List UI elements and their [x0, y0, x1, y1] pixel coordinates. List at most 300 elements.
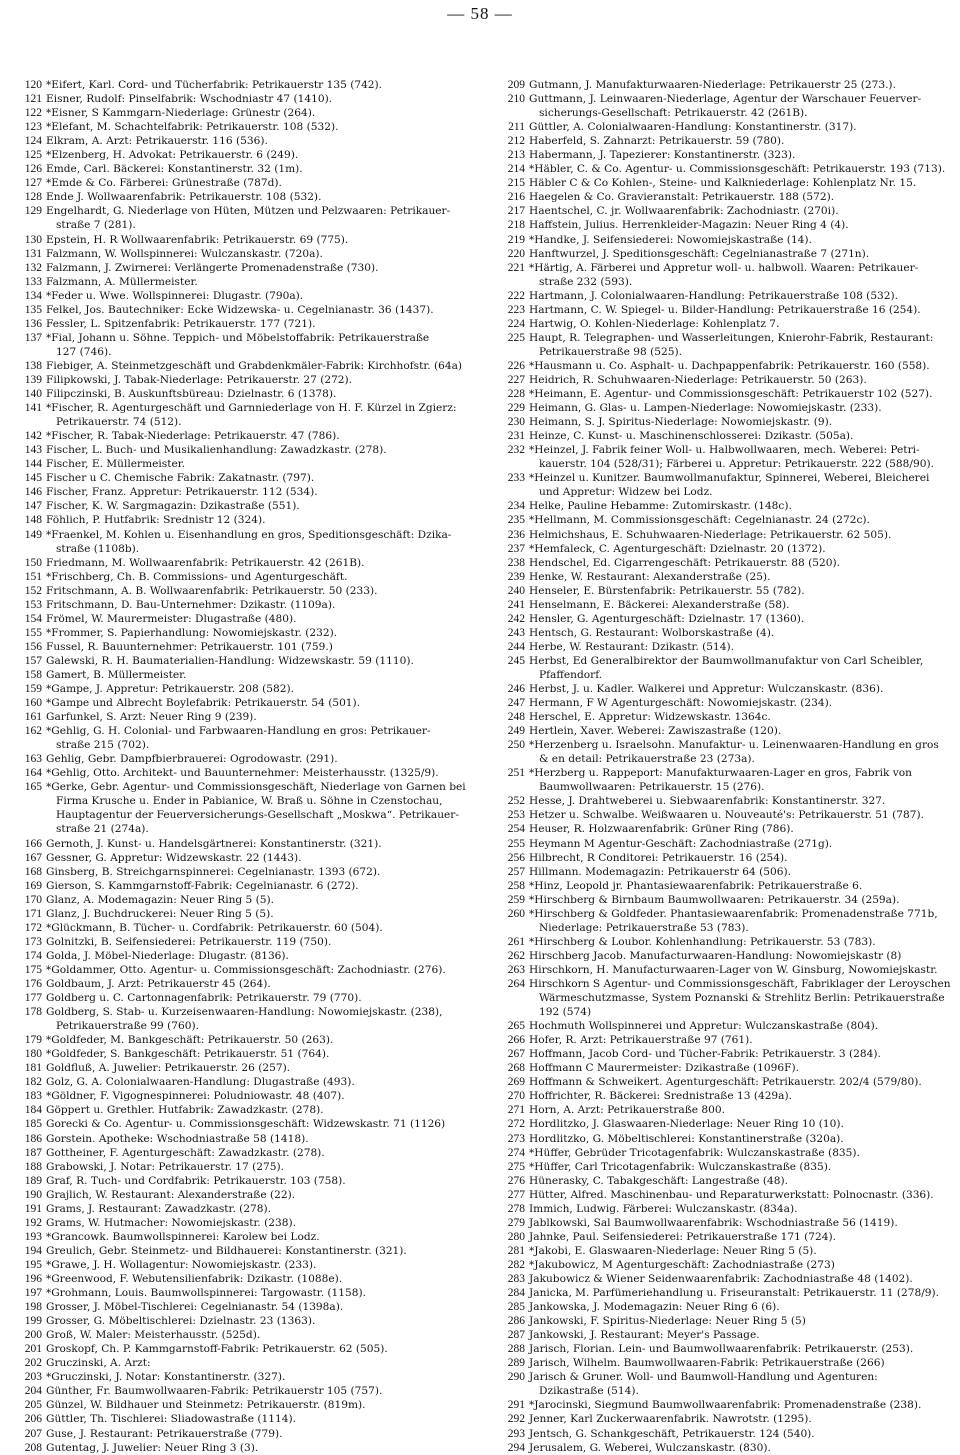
entry-text: Gutmann, J. Manufakturwaaren-Niederlage: Petrikauerstr 25 (273.). [529, 79, 896, 91]
directory-entry [14, 471, 452, 485]
directory-entry [14, 640, 452, 654]
entry-text: *Grohmann, Louis. Baumwollspinnerei: Targowastr. (1158). [46, 1287, 367, 1300]
directory-entry [497, 120, 935, 134]
entry-text: *Hausmann u. Co. Asphalt- u. Dachpappenfabrik: Petrikauerstr. 160 (558). [529, 359, 930, 372]
entry-number: 225 [507, 331, 525, 344]
entry-text: Glanz, J. Buchdruckerei: Neuer Ring 5 (5). [46, 907, 274, 920]
entry-number: 166 [24, 837, 42, 850]
entry-text: Hirschkorn S Agentur- und Commissionsgeschäft, Fabriklager der Leroyschen [529, 978, 951, 990]
directory-entry [14, 499, 452, 513]
directory-entry [497, 977, 951, 991]
entry-text: Epstein, H. R Wollwaarenfabrik: Petrikauerstr. 69 (775). [46, 233, 349, 246]
entry-number: 164 [24, 767, 42, 780]
directory-entry [497, 1061, 935, 1075]
entry-text: Helke, Pauline Hebamme: Zutomirskastr. (148c). [529, 500, 792, 513]
directory-entry [14, 710, 452, 724]
entry-text: Grabowski, J. Notar: Petrikauerstr. 17 (275). [46, 1160, 284, 1173]
entry-number: 187 [24, 1146, 42, 1159]
entry-text: Filipczinski, B. Auskunftsbüreau: Dzielnastr. 6 (1378). [46, 388, 337, 401]
entry-number: 238 [507, 556, 525, 569]
entry-number: 268 [507, 1062, 525, 1075]
entry-text: *Glückmann, B. Tücher- u. Cordfabrik: Petrikauerstr. 60 (504). [46, 921, 383, 934]
entry-text: Hochmuth Wollspinnerei und Appretur: Wulczanskastraße (804). [529, 1020, 879, 1033]
entry-text: *Eifert, Karl. Cord- und Tücherfabrik: Petrikauerstr 135 (742). [46, 79, 383, 91]
directory-entry [14, 837, 452, 851]
entry-number: 156 [24, 640, 42, 653]
entry-number: 234 [507, 500, 525, 513]
entry-text: Fischer u C. Chemische Fabrik: Zakatnastr. (797). [46, 472, 315, 485]
entry-number: 212 [507, 135, 525, 148]
entry-text: Petrikauerstraße 98 (525). [539, 345, 683, 358]
entry-number: 279 [507, 1216, 525, 1229]
entry-text: Heinze, C. Kunst- u. Maschinenschlosserei: Dzikastr. (505a). [529, 430, 854, 443]
entry-number: 183 [24, 1090, 42, 1103]
directory-entry [14, 612, 452, 626]
directory-entry-continuation [14, 794, 452, 808]
entry-text: Goldberg, S. Stab- u. Kurzeisenwaaren-Handlung: Nowomiejskastr. (238), [46, 1006, 443, 1019]
directory-entry [14, 1075, 452, 1089]
entry-number: 195 [24, 1258, 42, 1271]
entry-text: Dzikastraße (514). [539, 1385, 639, 1398]
entry-text: Fessler, L. Spitzenfabrik: Petrikauerstr. 177 (721). [46, 317, 316, 330]
directory-entry [497, 865, 935, 879]
directory-entry [14, 443, 452, 457]
entry-text: Hartmann, C. W. Spiegel- u. Bilder-Handlung: Petrikauerstraße 16 (254). [529, 303, 921, 316]
directory-entry [497, 654, 935, 668]
entry-number: 252 [507, 795, 525, 808]
directory-entry-continuation [497, 485, 935, 499]
entry-number: 148 [24, 514, 42, 527]
entry-text: Grams, J. Restaurant: Zawadzkastr. (278). [46, 1202, 272, 1215]
entry-text: Gernoth, J. Kunst- u. Handelsgärtnerei: Konstantinerstr. (321). [46, 837, 382, 850]
entry-text: Golz, G. A. Colonialwaaren-Handlung: Dlugastraße (493). [46, 1076, 355, 1089]
entry-number: 136 [24, 317, 42, 330]
directory-entry [14, 120, 452, 134]
page-number: — 58 — [447, 4, 513, 23]
entry-text: Glanz, A. Modemagazin: Neuer Ring 5 (5). [46, 893, 275, 906]
entry-text: Henke, W. Restaurant: Alexanderstraße (25). [529, 570, 771, 583]
entry-number: 177 [24, 992, 42, 1005]
entry-number: 280 [507, 1230, 525, 1243]
entry-number: 267 [507, 1048, 525, 1061]
directory-entry [497, 289, 935, 303]
directory-entry [497, 415, 935, 429]
entry-text: straße (1108b). [56, 542, 140, 555]
entry-text: *Göldner, F. Vigognespinnerei: Poludniowastr. 48 (407). [46, 1090, 345, 1103]
entry-number: 215 [507, 177, 525, 190]
directory-entry [14, 766, 452, 780]
entry-text: Helmichshaus, E. Schuhwaaren-Niederlage: Petrikauerstr. 62 505). [529, 528, 892, 541]
directory-entry [497, 738, 939, 752]
entry-text: Groskopf, Ch. P. Kammgarnstoff-Fabrik: Petrikauerstr. 62 (505). [46, 1343, 388, 1356]
entry-number: 151 [24, 570, 42, 583]
entry-text: Eisner, Rudolf: Pinselfabrik: Wschodniastr 47 (1410). [46, 93, 333, 106]
entry-text: 127 (746). [56, 345, 112, 358]
directory-entry [497, 837, 935, 851]
entry-number: 291 [507, 1399, 525, 1412]
entry-number: 264 [507, 978, 525, 990]
right-column [497, 78, 951, 1454]
entry-text: Herbe, W. Restaurant: Dzikastr. (514). [529, 640, 734, 653]
entry-number: 223 [507, 303, 525, 316]
entry-number: 154 [24, 612, 42, 625]
entry-number: 135 [24, 303, 42, 316]
directory-entry [14, 1005, 452, 1019]
entry-number: 178 [24, 1006, 42, 1019]
entry-text: Haberfeld, S. Zahnarzt: Petrikauerstr. 59 (780). [529, 135, 785, 148]
entry-text: Garfunkel, S. Arzt: Neuer Ring 9 (239). [46, 711, 257, 724]
entry-number: 134 [24, 289, 42, 302]
entry-text: *Hüffer, Gebrüder Tricotagenfabrik: Wulczanskastraße (835). [529, 1146, 860, 1159]
directory-entry [497, 949, 935, 963]
entry-text: *Feder u. Wwe. Wollspinnerei: Dlugastr. (790a). [46, 289, 304, 302]
entry-number: 126 [24, 163, 42, 176]
entry-number: 132 [24, 261, 42, 274]
entry-text: *Hüffer, Carl Tricotagenfabrik: Wulczanskastraße (835). [529, 1160, 832, 1173]
entry-number: 244 [507, 640, 525, 653]
entry-text: *Hirschberg & Goldfeder. Phantasiewaarenfabrik: Promenadenstraße 771b, [529, 907, 938, 920]
entry-text: Ginsberg, B. Streichgarnspinnerei: Cegelnianastr. 1393 (672). [46, 865, 381, 878]
entry-text: Haentschel, C. jr. Wollwaarenfabrik: Zachodniastr. (270i). [529, 205, 839, 218]
entry-number: 222 [507, 289, 525, 302]
entry-text: Engelhardt, G. Niederlage von Hüten, Mützen und Pelzwaaren: Petrikauer- [46, 205, 451, 218]
directory-entry [14, 275, 452, 289]
directory-entry [497, 218, 935, 232]
directory-entry-continuation [497, 345, 935, 359]
directory-entry [14, 289, 452, 303]
entry-number: 228 [507, 388, 525, 401]
entry-number: 141 [24, 402, 42, 415]
directory-entry [14, 78, 452, 92]
entry-number: 202 [24, 1357, 42, 1370]
directory-entry [14, 1132, 452, 1146]
directory-entry [14, 1117, 452, 1131]
entry-text: Jarisch, Wilhelm. Baumwollwaaren-Fabrik: Petrikauerstraße (266) [529, 1357, 885, 1370]
entry-number: 270 [507, 1090, 525, 1103]
entry-text: Firma Krusche u. Ender in Pabianice, W. Braß u. Söhne in Czenstochau, [56, 795, 443, 808]
entry-number: 284 [507, 1287, 525, 1300]
entry-text: *Gampe und Albrecht Boylefabrik: Petrikauerstr. 54 (501). [46, 697, 361, 710]
entry-number: 266 [507, 1034, 525, 1047]
entry-number: 241 [507, 598, 525, 611]
entry-text: Göppert u. Grethler. Hutfabrik: Zawadzkastr. (278). [46, 1104, 324, 1117]
entry-text: *Eisner, S Kammgarn-Niederlage: Grünestr (264). [46, 107, 316, 120]
directory-entry [497, 1272, 935, 1286]
entry-number: 220 [507, 247, 525, 260]
directory-entry [497, 528, 935, 542]
entry-text: kauerstr. 104 (528/31); Färberei u. Appretur: Petrikauerstr. 222 (588/90). [539, 458, 934, 471]
entry-number: 123 [24, 121, 42, 134]
directory-entry-continuation [497, 780, 935, 794]
entry-text: Fussel, R. Bauunternehmer: Petrikauerstr. 101 (759.) [46, 640, 333, 653]
entry-text: Gottheiner, F. Agenturgeschäft: Zawadzkastr. (278). [46, 1146, 325, 1159]
entry-number: 129 [24, 205, 42, 218]
entry-text: Fischer, Franz. Appretur: Petrikauerstr. 112 (534). [46, 486, 318, 499]
directory-entry [497, 1117, 935, 1131]
entry-text: *Heinzel, J. Fabrik feiner Woll- u. Halbwollwaaren, mech. Weberei: Petri- [529, 444, 920, 457]
entry-text: Heuser, R. Holzwaarenfabrik: Grüner Ring (786). [529, 823, 794, 836]
entry-text: Günzel, W. Bildhauer und Steinmetz: Petrikauerstr. (819m). [46, 1399, 366, 1412]
entry-text: Jenner, Karl Zuckerwaarenfabrik. Nawrotstr. (1295). [529, 1413, 812, 1426]
entry-number: 133 [24, 275, 42, 288]
entry-text: Fritschmann, D. Bau-Unternehmer: Dzikastr. (1109a). [46, 598, 336, 611]
entry-text: & en detail: Petrikauerstraße 23 (273a). [539, 753, 755, 766]
entry-text: Petrikauerstr. 74 (512). [56, 416, 182, 429]
entry-text: Herbst, J. u. Kadler. Walkerei und Appretur: Wulczanskastr. (836). [529, 683, 884, 696]
entry-text: Immich, Ludwig. Färberei: Wulczanskastr. (834a). [529, 1202, 798, 1215]
entry-text: Jarisch & Gruner. Woll- und Baumwoll-Handlung und Agenturen: [529, 1371, 878, 1384]
entry-number: 213 [507, 149, 525, 162]
left-column [14, 78, 466, 1454]
entry-number: 281 [507, 1244, 525, 1257]
entry-number: 155 [24, 626, 42, 639]
entry-number: 274 [507, 1146, 525, 1159]
entry-text: Hordlitzko, G. Möbeltischlerei: Konstantinerstraße (320a). [529, 1132, 844, 1145]
directory-entry [14, 921, 452, 935]
directory-entry [14, 1146, 452, 1160]
directory-entry [14, 1384, 452, 1398]
directory-entry [497, 1174, 935, 1188]
entry-text: Hertlein, Xaver. Weberei: Zawiszastraße (120). [529, 725, 782, 738]
directory-entry [497, 1370, 935, 1384]
directory-entry-continuation [497, 921, 935, 935]
entry-text: Falzmann, J. Zwirnerei: Verlängerte Promenadenstraße (730). [46, 261, 379, 274]
directory-entry [14, 457, 452, 471]
entry-text: Gruczinski, A. Arzt: [46, 1357, 151, 1370]
entry-text: Gamert, B. Müllermeister. [46, 668, 187, 681]
entry-text: Gorstein. Apotheke: Wschodniastraße 58 (1418). [46, 1132, 309, 1145]
entry-number: 216 [507, 191, 525, 204]
directory-entry-continuation [14, 1019, 452, 1033]
entry-number: 159 [24, 683, 42, 696]
directory-entry [497, 429, 935, 443]
directory-entry [497, 261, 935, 275]
entry-text: Hartwig, O. Kohlen-Niederlage: Kohlenplatz 7. [529, 317, 780, 330]
directory-entry [14, 626, 452, 640]
entry-text: Jahnke, Paul. Seifensiederei: Petrikauerstraße 171 (724). [529, 1230, 837, 1243]
entry-number: 227 [507, 373, 525, 386]
entry-number: 173 [24, 935, 42, 948]
entry-number: 145 [24, 472, 42, 485]
directory-entry [14, 668, 452, 682]
entry-text: Fischer, E. Müllermeister. [46, 458, 186, 471]
entry-number: 143 [24, 444, 42, 457]
directory-entry [14, 233, 452, 247]
entry-text: *Fischer, R. Agenturgeschäft und Garnniederlage von H. F. Kürzel in Zgierz: [46, 402, 457, 415]
entry-number: 247 [507, 697, 525, 710]
entry-number: 251 [507, 767, 525, 780]
entry-number: 239 [507, 570, 525, 583]
entry-text: Heidrich, R. Schuhwaaren-Niederlage: Petrikauerstr. 50 (263). [529, 373, 867, 386]
entry-text: Günther, Fr. Baumwollwaaren-Fabrik: Petrikauerstr 105 (757). [46, 1385, 383, 1398]
directory-entry [14, 134, 452, 148]
entry-text: Goldbaum, J. Arzt: Petrikauerstr 45 (264). [46, 978, 271, 990]
directory-entry [497, 1089, 935, 1103]
entry-text: Hoffrichter, R. Bäckerei: Srednistraße 13 (429a). [529, 1090, 792, 1103]
entry-text: Hünerasky, C. Tabakgeschäft: Langestraße (48). [529, 1174, 789, 1187]
entry-number: 206 [24, 1413, 42, 1426]
directory-entry [497, 471, 935, 485]
entry-text: *Gruczinski, J. Notar: Konstantinerstr. (327). [46, 1371, 286, 1384]
entry-text: Heimann, S. J. Spiritus-Niederlage: Nowomiejskastr. (9). [529, 416, 833, 429]
directory-entry [497, 247, 935, 261]
directory-entry [497, 78, 935, 92]
entry-text: *Handke, J. Seifensiederei: Nowomiejskastraße (14). [529, 233, 812, 246]
entry-number: 293 [507, 1427, 525, 1440]
entry-number: 233 [507, 472, 525, 485]
entry-number: 236 [507, 528, 525, 541]
directory-entry [497, 317, 935, 331]
entry-number: 193 [24, 1230, 42, 1243]
entry-text: Jablkowski, Sal Baumwollwaarenfabrik: Wschodniastraße 56 (1419). [529, 1216, 898, 1229]
directory-entry [497, 1132, 935, 1146]
directory-entry [14, 429, 452, 443]
entry-text: Hentsch, G. Restaurant: Wolborskastraße (4). [529, 626, 775, 639]
entry-text: Hesse, J. Drahtweberei u. Siebwaarenfabrik: Konstantinerstr. 327. [529, 795, 886, 808]
directory-entry [14, 331, 452, 345]
entry-text: *Grawe, J. H. Wollagentur: Nowomiejskastr. (233). [46, 1258, 317, 1271]
directory-entry-continuation [497, 991, 945, 1005]
directory-entry [14, 1216, 452, 1230]
entry-text: Elkram, A. Arzt: Petrikauerstr. 116 (536). [46, 135, 268, 148]
entry-number: 180 [24, 1048, 42, 1061]
directory-entry [14, 851, 452, 865]
entry-text: Jankowska, J. Modemagazin: Neuer Ring 6 (6). [529, 1301, 780, 1314]
entry-number: 288 [507, 1343, 525, 1356]
entry-number: 124 [24, 135, 42, 148]
entry-number: 248 [507, 711, 525, 724]
entry-text: straße 232 (593). [539, 275, 633, 288]
entry-number: 207 [24, 1427, 42, 1440]
entry-number: 169 [24, 879, 42, 892]
entry-text: Haegelen & Co. Gravieranstalt: Petrikauerstr. 188 (572). [529, 191, 835, 204]
directory-entry [14, 1244, 452, 1258]
directory-entry [497, 162, 946, 176]
entry-number: 160 [24, 697, 42, 710]
directory-entry [497, 443, 935, 457]
directory-entry [14, 598, 452, 612]
entry-number: 254 [507, 823, 525, 836]
directory-entry [497, 1314, 935, 1328]
entry-number: 282 [507, 1258, 525, 1271]
entry-text: Greulich, Gebr. Steinmetz- und Bildhauerei: Konstantinerstr. (321). [46, 1244, 407, 1257]
directory-entry [14, 752, 452, 766]
entry-number: 256 [507, 851, 525, 864]
entry-number: 137 [24, 331, 42, 344]
entry-number: 199 [24, 1315, 42, 1328]
entry-number: 147 [24, 500, 42, 513]
entry-number: 277 [507, 1188, 525, 1201]
directory-entry [497, 893, 935, 907]
directory-entry [14, 654, 452, 668]
entry-text: *Hinz, Leopold jr. Phantasiewaarenfabrik: Petrikauerstraße 6. [529, 879, 863, 892]
directory-entry [14, 317, 452, 331]
entry-number: 203 [24, 1371, 42, 1384]
directory-entry [497, 1103, 935, 1117]
directory-entry [497, 682, 935, 696]
entry-number: 153 [24, 598, 42, 611]
directory-entry [14, 893, 452, 907]
entry-text: Grosser, J. Möbel-Tischlerei: Cegelnianastr. 54 (1398a). [46, 1301, 344, 1314]
entry-text: Goldberg u. C. Cartonnagenfabrik: Petrikauerstr. 79 (770). [46, 992, 362, 1005]
entry-number: 157 [24, 654, 42, 667]
entry-text: Hartmann, J. Colonialwaaren-Handlung: Petrikauerstraße 108 (532). [529, 289, 899, 302]
entry-number: 271 [507, 1104, 525, 1117]
entry-number: 138 [24, 359, 42, 372]
entry-number: 211 [508, 121, 525, 134]
entry-text: *Häbler, C. & Co. Agentur- u. Commissionsgeschäft: Petrikauerstr. 193 (713). [529, 163, 946, 176]
directory-entry [497, 1342, 935, 1356]
directory-entry [14, 1427, 452, 1441]
entry-number: 171 [24, 907, 42, 920]
directory-entry [14, 373, 452, 387]
directory-entry [497, 1146, 935, 1160]
entry-text: *Gerke, Gebr. Agentur- und Commissionsgeschäft, Niederlage von Garnen bei [46, 781, 466, 794]
directory-entry [497, 640, 935, 654]
directory-entry [14, 879, 452, 893]
entry-number: 273 [507, 1132, 525, 1145]
entry-text: straße 21 (274a). [56, 823, 149, 836]
entry-text: *Elzenberg, H. Advokat: Petrikauerstr. 6 (249). [46, 149, 299, 162]
entry-text: Janicka, M. Parfümeriehandlung u. Friseuranstalt: Petrikauerstr. 11 (278/9). [529, 1287, 940, 1300]
entry-text: Felkel, Jos. Bautechniker: Ecke Widzewska- u. Cegelnianastr. 36 (1437). [46, 303, 434, 316]
entry-number: 258 [507, 879, 525, 892]
entry-text: Petrikauerstraße 99 (760). [56, 1020, 200, 1033]
entry-text: Ende J. Wollwaarenfabrik: Petrikauerstr. 108 (532). [46, 191, 322, 204]
directory-entry [497, 204, 935, 218]
directory-entry [497, 303, 935, 317]
entry-text: Jakubowicz & Wiener Seidenwaarenfabrik: Zachodniastraße 48 (1402). [529, 1272, 913, 1285]
entry-number: 188 [24, 1160, 42, 1173]
entry-number: 197 [24, 1287, 42, 1300]
entry-text: Niederlage: Petrikauerstraße 53 (783). [539, 921, 749, 934]
entry-number: 214 [507, 163, 525, 176]
entry-text: *Jakubowicz, M Agenturgeschäft: Zachodniastraße (273) [529, 1258, 835, 1271]
entry-text: Herschel, E. Appretur: Widzewskastr. 1364c. [529, 711, 771, 724]
directory-entry [497, 935, 935, 949]
entry-number: 191 [24, 1202, 42, 1215]
entry-number: 269 [507, 1076, 525, 1089]
entry-number: 125 [24, 149, 42, 162]
entry-text: *Hirschberg & Birnbaum Baumwollwaaren: Petrikauerstr. 34 (259a). [529, 893, 900, 906]
entry-number: 242 [507, 612, 525, 625]
directory-entry [14, 148, 452, 162]
entry-text: Hoffmann, Jacob Cord- und Tücher-Fabrik: Petrikauerstr. 3 (284). [529, 1048, 881, 1061]
entry-number: 150 [24, 556, 42, 569]
directory-entry [497, 1216, 935, 1230]
entry-text: Golda, J. Möbel-Niederlage: Dlugastr. (8136). [46, 949, 289, 962]
entry-text: *Gehlig, G. H. Colonial- und Farbwaaren-Handlung en gros: Petrikauer- [46, 725, 431, 738]
entry-number: 200 [24, 1329, 42, 1342]
directory-entry [497, 1412, 935, 1426]
directory-entry [497, 626, 935, 640]
entry-text: Hirschkorn, H. Manufacturwaaren-Lager von W. Ginsburg, Nowomiejskastr. [529, 963, 938, 976]
entry-text: Jankowski, J. Restaurant: Meyer's Passage. [529, 1329, 760, 1342]
entry-text: Fischer, L. Buch- und Musikalienhandlung: Zawadzkastr. (278). [46, 444, 387, 457]
entry-number: 182 [24, 1076, 42, 1089]
entry-text: Hetzer u. Schwalbe. Weißwaaren u. Nouveauté's: Petrikauerstr. 51 (787). [529, 809, 924, 822]
entry-text: Jerusalem, G. Weberei, Wulczanskastr. (830). [529, 1441, 771, 1454]
entry-text: *Goldammer, Otto. Agentur- u. Commissionsgeschäft: Zachodniastr. (276). [46, 963, 446, 976]
entry-text: Emde, Carl. Bäckerei: Konstantinerstr. 32 (1m). [46, 163, 303, 176]
directory-entry-continuation [14, 822, 452, 836]
entry-text: Gierson, S. Kammgarnstoff-Fabrik: Cegelnianastr. 6 (272). [46, 879, 359, 892]
entry-number: 130 [24, 233, 42, 246]
entry-text: Heymann M Agentur-Geschäft: Zachodniastraße (271g). [529, 837, 833, 850]
entry-number: 186 [24, 1132, 42, 1145]
entry-number: 210 [507, 93, 525, 106]
entry-text: Heimann, G. Glas- u. Lampen-Niederlage: Nowomiejskastr. (233). [529, 402, 882, 415]
